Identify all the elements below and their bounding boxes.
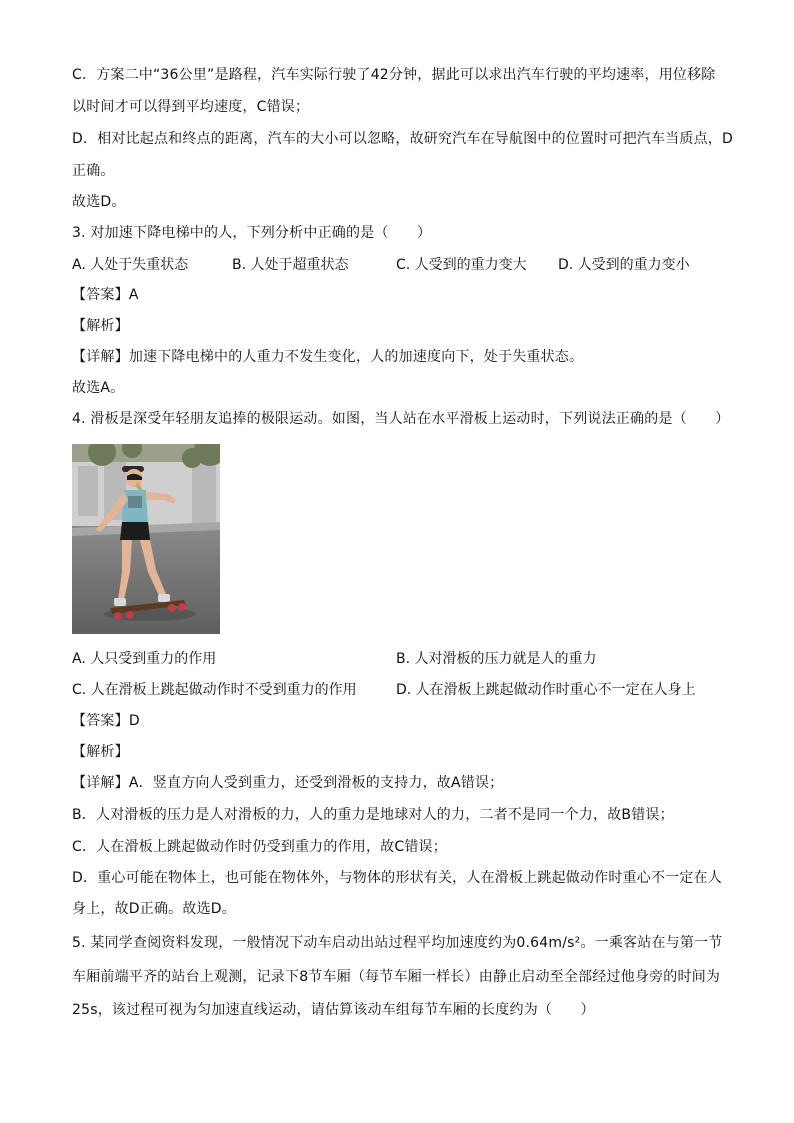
option-d-explanation-line1: D．相对比起点和终点的距离，汽车的大小可以忽略，故研究汽车在导航图中的位置时可把汽车当质点，D — [72, 131, 733, 147]
option-c-explanation-line2: 以时间才可以得到平均速度，C错误； — [72, 99, 310, 115]
question-5-line3: 25s，该过程可视为匀加速直线运动，请估算该动车组每节车厢的长度约为（ ） — [72, 1002, 595, 1018]
q4-detail-c: C．人在滑板上跳起做动作时仍受到重力的作用，故C错误； — [72, 839, 447, 855]
option-d-explanation-line2: 正确。 — [72, 163, 115, 179]
q3-answer — [72, 284, 139, 306]
question-4-stem: 4. 滑板是深受年轻朋友追捧的极限运动。如图，当人站在水平滑板上运动时，下列说法正确的是（ ） — [72, 411, 730, 427]
q4-detail-a — [72, 772, 503, 794]
detail-label: 【详解】 — [72, 775, 129, 791]
q3-analysis-label: 【解析】 — [72, 318, 129, 334]
q4-detail-d-line1: D．重心可能在物体上，也可能在物体外，与物体的形状有关，人在滑板上跳起做动作时重心不一定在人 — [72, 870, 722, 886]
conclusion-choose-a: 故选A。 — [72, 380, 125, 396]
skateboarder-photo — [72, 444, 220, 634]
detail-label: 【详解】 — [72, 349, 129, 365]
option-c-explanation-line1: C．方案二中“36公里”是路程，汽车实际行驶了42分钟，据此可以求出汽车行驶的平均速率，用位移除 — [72, 67, 716, 83]
q4-option-c: C. 人在滑板上跳起做动作时不受到重力的作用 — [72, 682, 357, 698]
answer-label: 【答案】 — [72, 287, 129, 303]
q3-option-b: B. 人处于超重状态 — [232, 257, 349, 273]
skateboarder-illustration — [72, 444, 220, 634]
q4-analysis-label: 【解析】 — [72, 744, 129, 760]
question-5-line2: 车厢前端平齐的站台上观测，记录下8节车厢（每节车厢一样长）由静止启动至全部经过他身旁的时间为 — [72, 969, 721, 985]
q4-options-row2 — [72, 679, 724, 701]
q4-option-b: B. 人对滑板的压力就是人的重力 — [396, 651, 597, 667]
q3-option-d: D. 人受到的重力变小 — [558, 257, 690, 273]
q4-detail-b: B．人对滑板的压力是人对滑板的力，人的重力是地球对人的力，二者不是同一个力，故B错误； — [72, 807, 674, 823]
q4-detail-a-text: A．竖直方向人受到重力，还受到滑板的支持力，故A错误； — [128, 775, 504, 791]
question-3-options — [72, 254, 724, 276]
q3-answer-value: A — [128, 287, 139, 303]
q3-option-c: C. 人受到的重力变大 — [396, 257, 527, 273]
question-3-stem: 3. 对加速下降电梯中的人，下列分析中正确的是（ ） — [72, 225, 432, 241]
q4-answer-value: D — [128, 713, 140, 729]
answer-label: 【答案】 — [72, 713, 129, 729]
question-5-line1: 5. 某同学查阅资料发现，一般情况下动车启动出站过程平均加速度约为0.64m/s²。一乘客站在与第一节 — [72, 935, 723, 951]
q3-detail — [72, 346, 583, 368]
conclusion-choose-d: 故选D。 — [72, 194, 126, 210]
q3-detail-text: 加速下降电梯中的人重力不发生变化，人的加速度向下，处于失重状态。 — [128, 349, 584, 365]
q4-option-a: A. 人只受到重力的作用 — [72, 651, 217, 667]
q4-answer — [72, 710, 140, 732]
q3-option-a: A. 人处于失重状态 — [72, 257, 189, 273]
q4-options-row1 — [72, 648, 724, 670]
q4-detail-d-line2: 身上，故D正确。故选D。 — [72, 901, 236, 917]
q4-option-d: D. 人在滑板上跳起做动作时重心不一定在人身上 — [396, 682, 696, 698]
